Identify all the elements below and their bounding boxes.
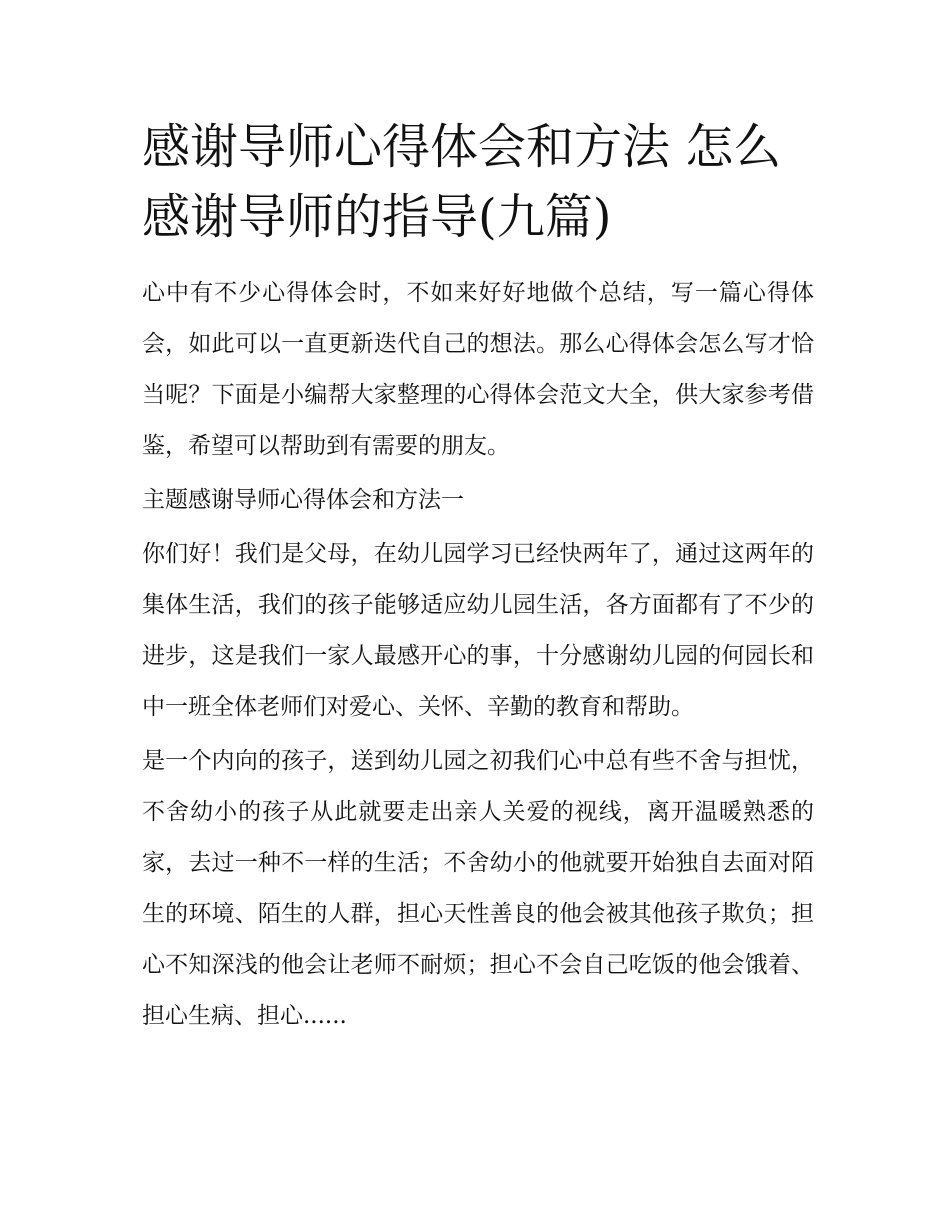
body-paragraph: 你们好！我们是父母，在幼儿园学习已经快两年了，通过这两年的集体生活，我们的孩子能够适应幼儿园生活，各方面都有了不少的进步，这是我们一家人最感开心的事，十分感谢幼儿园的何园长和中一班全体老师们对爱心、关怀、辛勤的教育和帮助。 (142, 541, 814, 720)
document-page (142, 112, 814, 1042)
document-title: 感谢导师心得体会和方法 怎么感谢导师的指导(九篇) (142, 119, 782, 245)
section-heading: 主题感谢导师心得体会和方法一 (142, 487, 464, 513)
intro-paragraph: 心中有不少心得体会时，不如来好好地做个总结，写一篇心得体会，如此可以一直更新迭代自己的想法。那么心得体会怎么写才恰当呢？下面是小编帮大家整理的心得体会范文大全，供大家参考借鉴，希望可以帮助到有需要的朋友。 (142, 280, 814, 459)
body-paragraph: 是一个内向的孩子，送到幼儿园之初我们心中总有些不舍与担忧，不舍幼小的孩子从此就要走出亲人关爱的视线，离开温暖熟悉的家，去过一种不一样的生活；不舍幼小的他就要开始独自去面对陌生的环境、陌生的人群，担心天性善良的他会被其他孩子欺负；担心不知深浅的他会让老师不耐烦；担心不会自己吃饭的他会饿着、担心生病、担心...... (142, 748, 814, 1029)
